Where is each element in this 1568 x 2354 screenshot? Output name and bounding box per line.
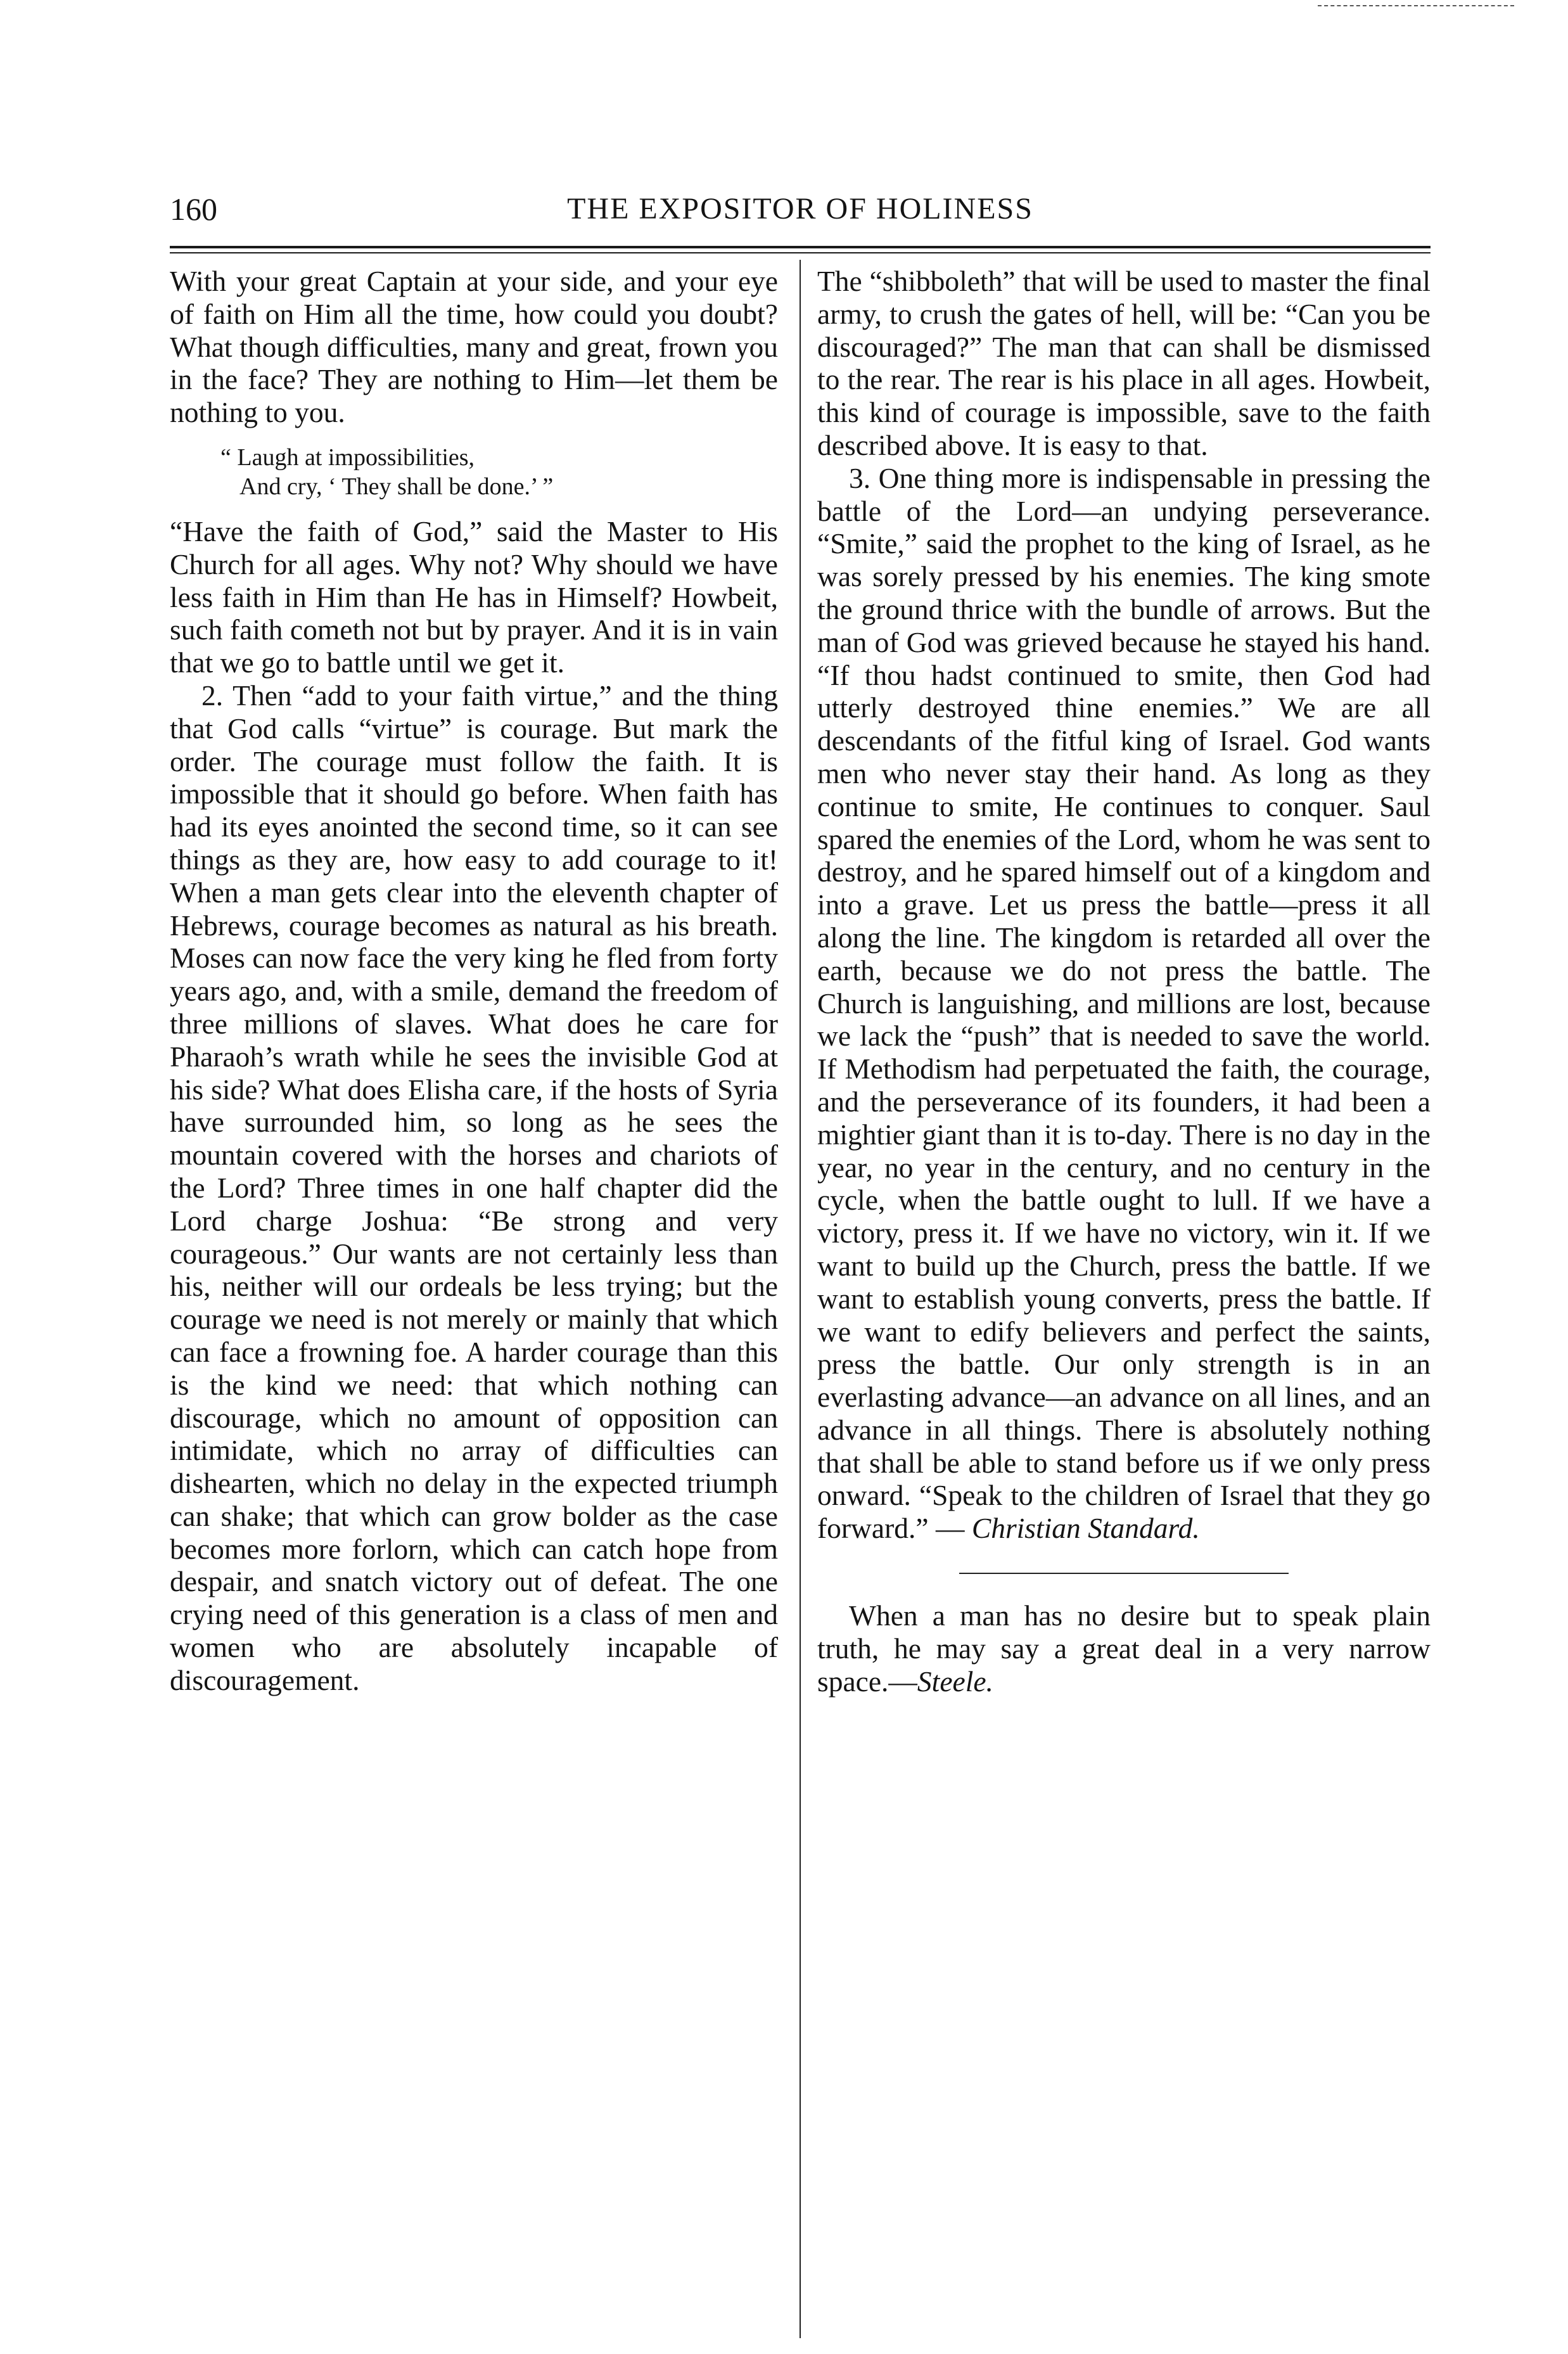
source-christian-standard: Christian Standard. bbox=[971, 1512, 1200, 1545]
paragraph-perseverance bbox=[817, 462, 1431, 1545]
paragraph-shibboleth: The “shibboleth” that will be used to master the final army, to crush the gates of hell, will be: “Can you be discouraged?” The man that can shall be dismissed to the rear. The rear is his place in all ages. Howbeit, this kind of courage is impossible, save to the faith described above. It is easy to that. bbox=[817, 265, 1431, 461]
verse-line-1: “ Laugh at impossibilities, bbox=[220, 444, 475, 471]
paragraph-courage: 2. Then “add to your faith virtue,” and the thing that God calls “virtue” is courage. But mark the order. The courage must follow the faith. It is impossible that it should go before. When faith has had its eyes anointed the second time, so it can see things as they are, how easy to add courage to it! When a man gets clear into the eleventh chapter of Hebrews, courage becomes as natural as his breath. Moses can now face the very king he fled from forty years ago, and, with a smile, demand the freedom of three millions of slaves. What does he care for Pharaoh’s wrath while he sees the invisible God at his side? What does Elisha care, if the hosts of Syria have surrounded him, so long as he sees the mountain covered with the horses and chariots of the Lord? Three times in one half chapter did the Lord charge Joshua: “Be strong and very courageous.” Our wants are not certainly less than his, neither will our ordeals be less trying; but the courage we need is not merely or mainly that which can face a frowning foe. A harder courage than this is the kind we need: that which nothing can discourage, which no amount of opposition can intimidate, which no array of difficulties can dishearten, which no delay in the expected triumph can shake; that which can grow bolder as the case becomes more forlorn, which can catch hope from despair, and snatch victory out of defeat. The one crying need of this generation is a class of men and women who are absolutely incapable of discouragement. bbox=[170, 679, 778, 1696]
verse-quote bbox=[170, 443, 778, 501]
right-column bbox=[817, 265, 1431, 1698]
perseverance-text: 3. One thing more is indispensable in pressing the battle of the Lord—an undying perseverance. “Smite,” said the prophet to the king of Israel, as he was sorely pressed by his enemies. The king smote the ground thrice with the bundle of arrows. But the man of God was grieved because he stayed his hand. “If thou hadst continued to smite, then God had utterly destroyed thine enemies.” We are all descendants of the fitful king of Israel. God wants men who never stay their hand. As long as they continue to smite, He continues to conquer. Saul spared the enemies of the Lord, whom he was sent to destroy, and he spared himself out of a kingdom and into a grave. Let us press the battle—press it all along the line. The kingdom is retarded all over the earth, because we do not press the battle. The Church is languishing, and millions are lost, because we lack the “push” that is needed to save the world. If Methodism had perpetuated the faith, the courage, and the perseverance of its founders, it had been a mightier giant than it is to-day. There is no day in the year, no year in the century, and no century in the cycle, when the battle ought to lull. If we have a victory, press it. If we have no victory, win it. If we want to build up the Church, press the battle. If we want to establish young converts, press the battle. If we want to edify believers and perfect the saints, press the battle. Our only strength is in an everlasting advance—an advance on all lines, and an advance in all things. There is absolutely nothing that shall be able to stand before us if we only press onward. “Speak to the children of Israel that they go forward.” — bbox=[817, 461, 1431, 1545]
paragraph-faith-of-god: “Have the faith of God,” said the Master to His Church for all ages. Why not? Why should we have less faith in Him than He has in Himself? Howbeit, such faith cometh not but by prayer. And it is in vain that we go to battle until we get it. bbox=[170, 515, 778, 679]
paragraph-plain-truth bbox=[817, 1599, 1431, 1698]
header-rule-thick bbox=[170, 246, 1431, 248]
running-title: THE EXPOSITOR OF HOLINESS bbox=[567, 192, 1033, 226]
left-column bbox=[170, 265, 778, 1697]
header-rule-thin bbox=[170, 252, 1431, 253]
source-steele: Steele. bbox=[917, 1665, 993, 1698]
section-separator bbox=[959, 1573, 1289, 1574]
page-number: 160 bbox=[170, 191, 217, 227]
plain-truth-text: When a man has no desire but to speak plain truth, he may say a great deal in a very narrow space.— bbox=[817, 1599, 1431, 1698]
column-divider bbox=[800, 260, 801, 2338]
corner-dashed-rule bbox=[1318, 5, 1514, 8]
running-header bbox=[170, 190, 1431, 228]
paragraph-captain: With your great Captain at your side, and your eye of faith on Him all the time, how could you doubt? What though difficulties, many and great, frown you in the face? They are nothing to Him—let them be nothing to you. bbox=[170, 265, 778, 429]
verse-line-2: And cry, ‘ They shall be done.’ ” bbox=[239, 473, 554, 500]
